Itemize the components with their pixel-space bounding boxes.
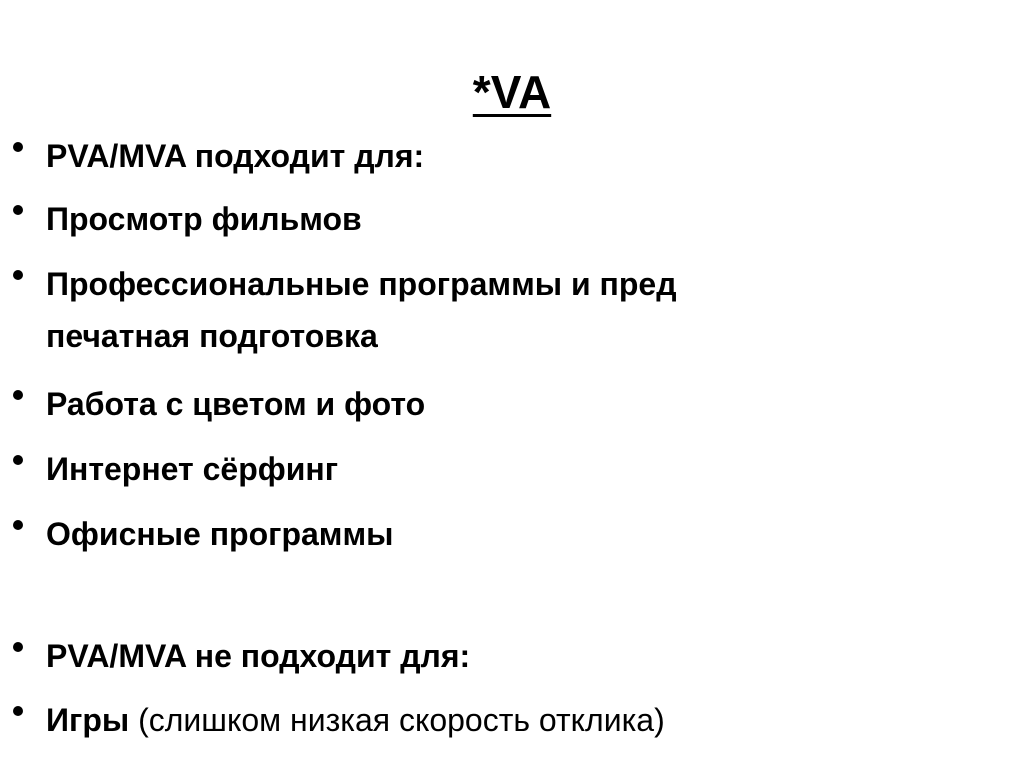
list-item-line: печатная подготовка — [46, 318, 378, 354]
bullet-icon — [13, 390, 23, 400]
list-item-text: Офисные программы — [46, 516, 394, 552]
list-item-text: Интернет сёрфинг — [46, 451, 339, 487]
list-item-normal-text: (слишком низкая скорость отклика) — [129, 702, 665, 738]
list-item-text: Просмотр фильмов — [46, 201, 362, 237]
list-item-line: Профессиональные программы и пред — [46, 266, 677, 302]
list-item-text: Работа с цветом и фото — [46, 386, 426, 422]
list-item-text: PVA/MVA подходит для: — [46, 138, 425, 174]
bullet-icon — [13, 520, 23, 530]
bullet-icon — [13, 270, 23, 280]
slide-title-text: *VA — [472, 66, 552, 118]
bullet-icon — [13, 642, 23, 652]
bullet-icon — [13, 706, 23, 716]
bullet-icon — [13, 205, 23, 215]
bullet-icon — [13, 455, 23, 465]
list-item-text — [46, 694, 926, 746]
list-item-text — [46, 258, 926, 362]
bullet-icon — [13, 142, 23, 152]
list-item-bold-text: Игры — [46, 702, 130, 738]
list-item-text: PVA/MVA не подходит для: — [46, 638, 471, 674]
